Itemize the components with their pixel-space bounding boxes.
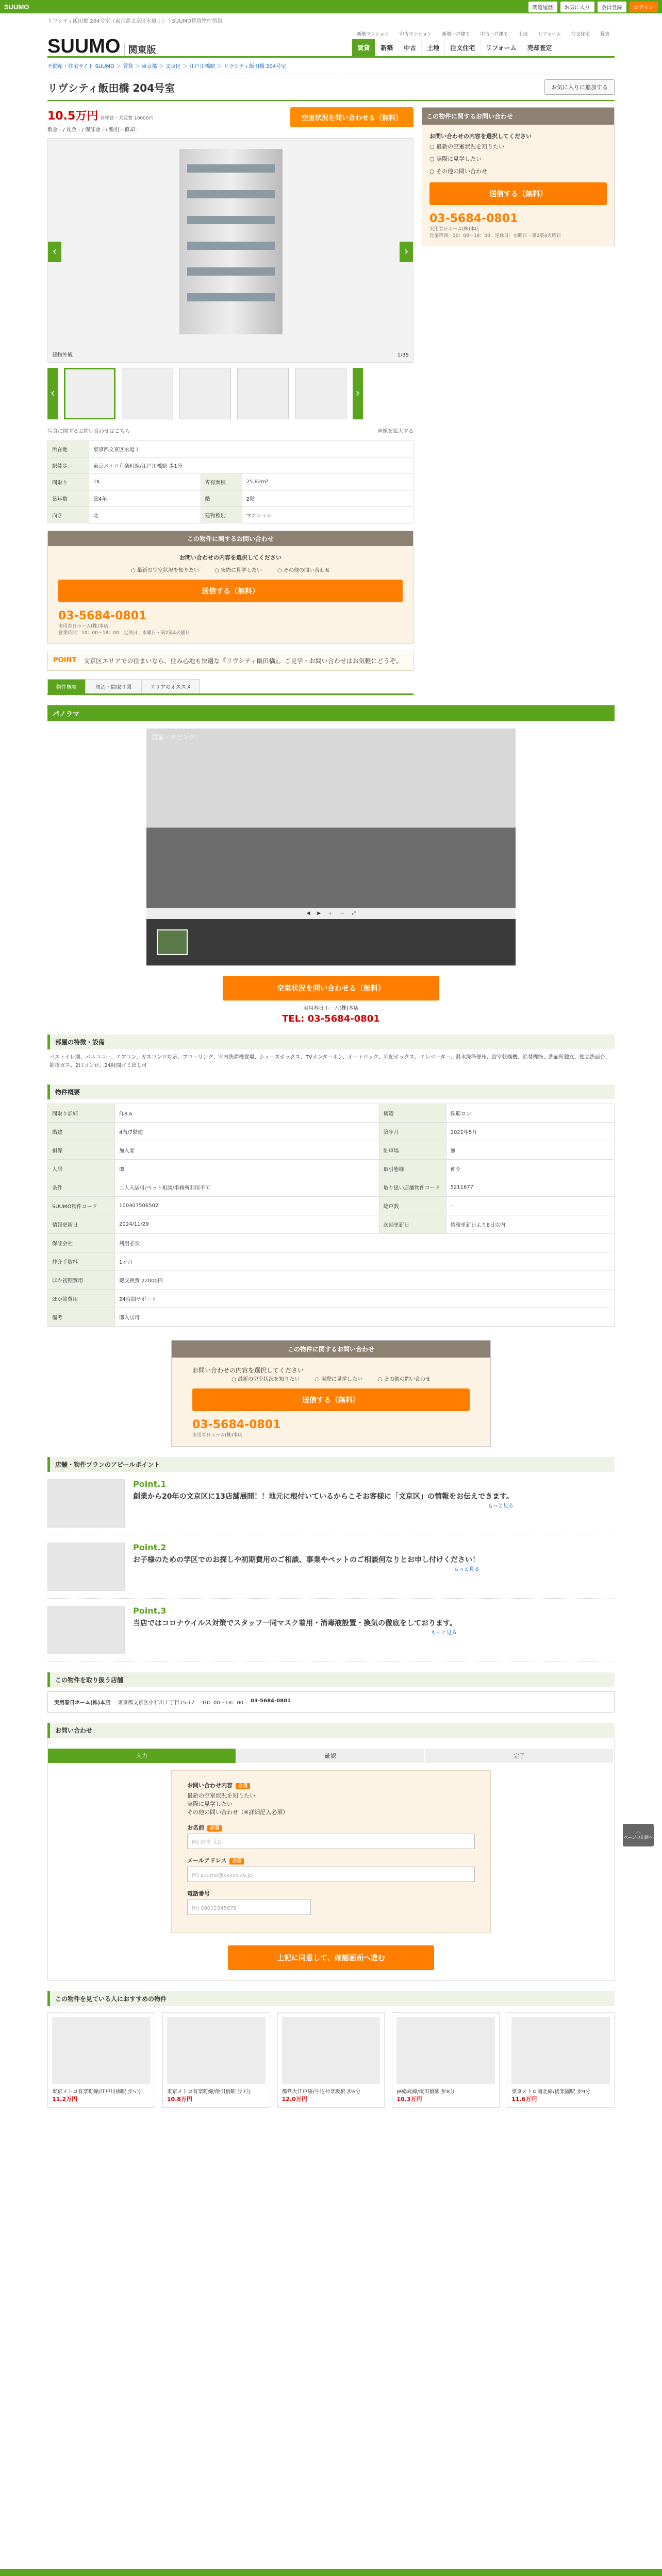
- history-link[interactable]: 閲覧履歴: [528, 2, 557, 12]
- nav-new[interactable]: 新築: [375, 39, 398, 56]
- center-phone[interactable]: TEL: 03-5684-0801: [282, 1013, 380, 1024]
- inquiry-box: この物件に関するお問い合わせ お問い合わせの内容を選択してください ○ 最新の空室状況を知りたい ○ 実際に見学したい ○ その他の問い合わせ 送信する（無料） 03-5684-0801 実用春日ホーム(株)本店 営業時間：10：00～18：00 定休日：水曜日・第2第4火曜日: [47, 531, 413, 643]
- add-favorite-button[interactable]: お気に入りに追加する: [544, 79, 615, 95]
- subnav-item[interactable]: リフォーム: [538, 32, 561, 37]
- detail-table: 間取り詳細 洋8.6 構造 鉄筋コン 階建 4階/7階建 築年月 2021年5月 損保 加入要 駐車場 無 入居 即 取引態様 仲介 条件 二人入居可/ペット相談/事務所利用不可 取り扱い店舗物件コード 5211677 SUUMO物件コード 100407506502 総戸数 - 情報更新日 2024/11/29 次回更新日 情報更新日より8日以内 保証会社 利用必須 仲介手数料 1ヶ月 ほか初期費用 鍵交換費 22000円 ほか諸費用 24時間サポート 備考 即入居可: [47, 1104, 615, 1327]
- area-label: 関東版: [124, 43, 156, 56]
- main-photo: [47, 138, 413, 363]
- recommend-card[interactable]: 東京メトロ有楽町線/江戸川橋駅 歩5分 11.2万円: [47, 2012, 155, 2108]
- shop-photo: [47, 1606, 125, 1654]
- nav-reform[interactable]: リフォーム: [480, 39, 521, 56]
- deposit-info: 敷金 ‑ / 礼金 ‑ / 保証金 ‑ / 敷引・償却 ‑: [47, 127, 139, 133]
- step-input: 入力: [48, 1749, 237, 1763]
- radio-vacancy[interactable]: ○ 最新の空室状況を知りたい: [131, 566, 199, 573]
- tab-floorplan[interactable]: 周辺・間取り図: [87, 679, 140, 693]
- side-radio-visit[interactable]: ○ 実際に見学したい: [429, 152, 607, 165]
- suumo-logo[interactable]: SUUMO: [47, 36, 121, 57]
- appeal-header: 店舗・物件プランのアピールポイント: [47, 1457, 615, 1472]
- thumb-next-icon[interactable]: ›: [353, 368, 363, 419]
- inquiry-form: 入力 確認 完了 お問い合わせ内容 必須 最新の空室状況を知りたい 実際に見学したい その他の問い合わせ（※詳細記入必須） お名前 必須 例) 鈴木 太郎 メールアドレス 必須 例) suumo@xxxxx.co.jp 電話番号 例) 09012345678 上記に同意して、確認画面へ進む: [47, 1738, 615, 1981]
- next-photo-icon[interactable]: ›: [400, 242, 413, 262]
- nav-rent[interactable]: 賃貸: [352, 39, 375, 56]
- register-link[interactable]: 会員登録: [598, 2, 626, 12]
- site-logo-small[interactable]: SUUMO: [4, 3, 29, 11]
- vacancy-inquiry-button[interactable]: 空室状況を問い合わせる（無料）: [290, 107, 413, 127]
- thumbnail[interactable]: [64, 368, 115, 419]
- favorites-link[interactable]: お気に入り: [560, 2, 594, 12]
- side-inquiry-box: この物件に関するお問い合わせ お問い合わせの内容を選択してください ○ 最新の空室状況を知りたい ○ 実際に見学したい ○ その他の問い合わせ 送信する（無料） 03-5684-0801 実用春日ホーム(株)本店 営業時間：10：00～18：00 定休日：水曜日・第2第4火曜日: [422, 107, 615, 246]
- step-confirm: 確認: [237, 1749, 425, 1763]
- panorama-room-label: 居室・リビング: [152, 734, 195, 741]
- photo-counter: 1/35: [397, 352, 409, 358]
- topbar-links: [528, 2, 658, 12]
- shop-photo: [47, 1543, 125, 1591]
- shop-box: 実用春日ホーム(株)本店 東京都文京区小石川１丁目15-17 10：00～18：00 03-5684-0801: [47, 1691, 615, 1713]
- subnav-item[interactable]: 注文住宅: [571, 32, 590, 37]
- side-radio-vacancy[interactable]: ○ 最新の空室状況を知りたい: [429, 140, 607, 152]
- detail-tabs: [47, 679, 413, 695]
- page-summary: リヴシティ飯田橋 204号室（東京都文京区水道１）｜SUUMO賃貸物件情報: [47, 19, 222, 24]
- nav-custom[interactable]: 注文住宅: [444, 39, 480, 56]
- panorama-controls[interactable]: ◀ ▶ ＋ － ⤢: [146, 908, 516, 919]
- inquiry-box-2: この物件に関するお問い合わせ お問い合わせの内容を選択してください ○ 最新の空室状況を知りたい ○ 実際に見学したい ○ その他の問い合わせ 送信する（無料） 03-5684-0801 実用春日ホーム(株)本店: [171, 1340, 491, 1447]
- tab-overview[interactable]: 物件概要: [47, 679, 86, 693]
- site-header: [47, 26, 615, 58]
- form-radio-other[interactable]: その他の問い合わせ（※詳細記入必須）: [187, 1809, 289, 1816]
- send-inquiry-button-2[interactable]: 送信する（無料）: [192, 1388, 470, 1411]
- recommend-card[interactable]: 東京メトロ南北線/後楽園駅 歩9分 11.6万円: [507, 2012, 615, 2108]
- page-top-button[interactable]: ︿ ページの先頭へ: [623, 1824, 654, 1846]
- send-inquiry-button[interactable]: 送信する（無料）: [58, 580, 403, 602]
- subnav-item[interactable]: 中古一戸建て: [480, 32, 508, 37]
- form-header: お問い合わせ: [47, 1723, 615, 1738]
- form-radio-visit[interactable]: 実際に見学したい: [187, 1801, 233, 1807]
- recommend-list: [47, 2006, 615, 2114]
- thumbnail-strip: [47, 363, 413, 425]
- photo-caption: 建物外観: [52, 352, 73, 358]
- thumbnail[interactable]: [237, 368, 289, 419]
- panorama-viewer[interactable]: [146, 728, 516, 965]
- subnav-item[interactable]: 賃貸: [600, 32, 609, 37]
- form-radio-vacancy[interactable]: 最新の空室状況を知りたい: [187, 1792, 255, 1799]
- radio-visit[interactable]: ○ 実際に見学したい: [214, 566, 262, 573]
- shop-name-2[interactable]: 実用春日ホーム(株)本店: [54, 1700, 111, 1706]
- panorama-header: パノラマ: [47, 705, 615, 721]
- management-fee: 管理費・共益費 10000円: [100, 116, 154, 121]
- recommend-card[interactable]: 都営大江戸線/牛込神楽坂駅 歩6分 12.0万円: [277, 2012, 385, 2108]
- sub-nav: [352, 29, 615, 38]
- main-nav: [352, 39, 615, 56]
- subnav-item[interactable]: 新築マンション: [357, 32, 389, 37]
- radio-other[interactable]: ○ その他の問い合わせ: [277, 566, 330, 573]
- nav-used[interactable]: 中古: [398, 39, 421, 56]
- footer-bar: [0, 2569, 662, 2576]
- rent-price: 10.5万円: [47, 110, 98, 123]
- step-done: 完了: [425, 1749, 614, 1763]
- point-box: POINT 文京区エリアでの住まいなら、住み心地も快適な『リヴシティ飯田橋』。ご見学・お問い合わせはお気軽にどうぞ。: [47, 651, 413, 671]
- shop-logo-image: [47, 1479, 125, 1528]
- recommend-card[interactable]: 東京メトロ有楽町線/飯田橋駅 歩7分 10.8万円: [162, 2012, 270, 2108]
- subnav-item[interactable]: 土地: [518, 32, 528, 37]
- side-phone-number[interactable]: 03-5684-0801: [429, 212, 518, 225]
- thumbnail[interactable]: [179, 368, 231, 419]
- shop-name: 実用春日ホーム(株)本店: [58, 624, 109, 629]
- thumbnail[interactable]: [295, 368, 346, 419]
- email-field[interactable]: 例) suumo@xxxxx.co.jp: [187, 1867, 475, 1882]
- confirm-submit-button[interactable]: 上記に同意して、確認画面へ進む: [228, 1945, 434, 1970]
- photo-inquiry-link[interactable]: 写真に関するお問い合わせはこちら: [47, 429, 130, 434]
- global-topbar: [0, 0, 662, 13]
- spec-table: 所在地 東京都文京区水道１ 駅徒歩 東京メトロ有楽町線/江戸川橋駅 歩1分 間取り 1K 専有面積 25.82m² 築年数 築4年 階 2階 向き 北 建物種別 マンション: [47, 440, 413, 523]
- nav-sale[interactable]: 売却査定: [522, 39, 557, 56]
- side-send-button[interactable]: 送信する（無料）: [429, 182, 607, 205]
- subnav-item[interactable]: 中古マンション: [399, 32, 432, 37]
- name-field[interactable]: 例) 鈴木 太郎: [187, 1834, 475, 1849]
- appeal-item: Point.2 お子様のための学区でのお探しや初期費用のご相談、事業やペットのご相談何なりとお申し付けください！ もっと見る: [47, 1535, 615, 1599]
- phone-number[interactable]: 03-5684-0801: [58, 609, 147, 622]
- detail-header: 物件概要: [47, 1084, 615, 1099]
- nav-land[interactable]: 土地: [421, 39, 444, 56]
- recommend-card[interactable]: JR総武線/飯田橋駅 歩8分 10.3万円: [392, 2012, 500, 2108]
- subnav-item[interactable]: 新築一戸建て: [442, 32, 470, 37]
- center-vacancy-button[interactable]: 空室状況を問い合わせる（無料）: [223, 976, 439, 1001]
- page-title: リヴシティ飯田橋 204号室: [47, 81, 175, 94]
- shop-hours: 営業時間：10：00～18：00 定休日：水曜日・第2第4火曜日: [58, 631, 190, 636]
- tab-area[interactable]: エリアのオススメ: [141, 679, 200, 693]
- tel-field[interactable]: 例) 09012345678: [187, 1900, 311, 1915]
- prev-photo-icon[interactable]: ‹: [48, 242, 61, 262]
- side-radio-other[interactable]: ○ その他の問い合わせ: [429, 165, 607, 177]
- panorama-thumbnail[interactable]: [157, 929, 188, 955]
- features-text: バストイレ別、バルコニー、エアコン、ガスコンロ対応、フローリング、室内洗濯機置場、シューズボックス、TVインターホン、オートロック、宅配ボックス、エレベーター、温水洗浄便座、浴室乾燥機、追焚機能、洗面所独立、独立洗面台、都市ガス、2口コンロ、24時間ゴミ出し可: [49, 1055, 610, 1069]
- appeal-item: Point.3 当店ではコロナウイルス対策でスタッフ一同マスク着用・消毒液設置・換気の徹底をしております。 もっと見る: [47, 1599, 615, 1662]
- thumbnail[interactable]: [122, 368, 173, 419]
- enlarge-photo-link[interactable]: 画像を拡大する: [377, 429, 413, 434]
- appeal-item: Point.1 創業から20年の文京区に13店舗展開！！地元に根付いているからこそお客様に「文京区」の情報をお伝えできます。 もっと見る: [47, 1472, 615, 1535]
- login-button[interactable]: ログイン: [630, 2, 658, 12]
- recommend-header: この物件を見ている人におすすめの物件: [47, 1991, 615, 2006]
- building-image: [179, 149, 283, 334]
- shop-header: この物件を取り扱う店舗: [47, 1672, 615, 1687]
- thumb-prev-icon[interactable]: ‹: [47, 368, 58, 419]
- features-header: 部屋の特徴・設備: [47, 1035, 615, 1049]
- breadcrumb[interactable]: 不動産・住宅サイト SUUMO ＞ 賃貸 ＞ 東京都 ＞ 文京区 ＞ 江戸川橋駅 ＞ リヴシティ飯田橋 204号室: [47, 58, 615, 74]
